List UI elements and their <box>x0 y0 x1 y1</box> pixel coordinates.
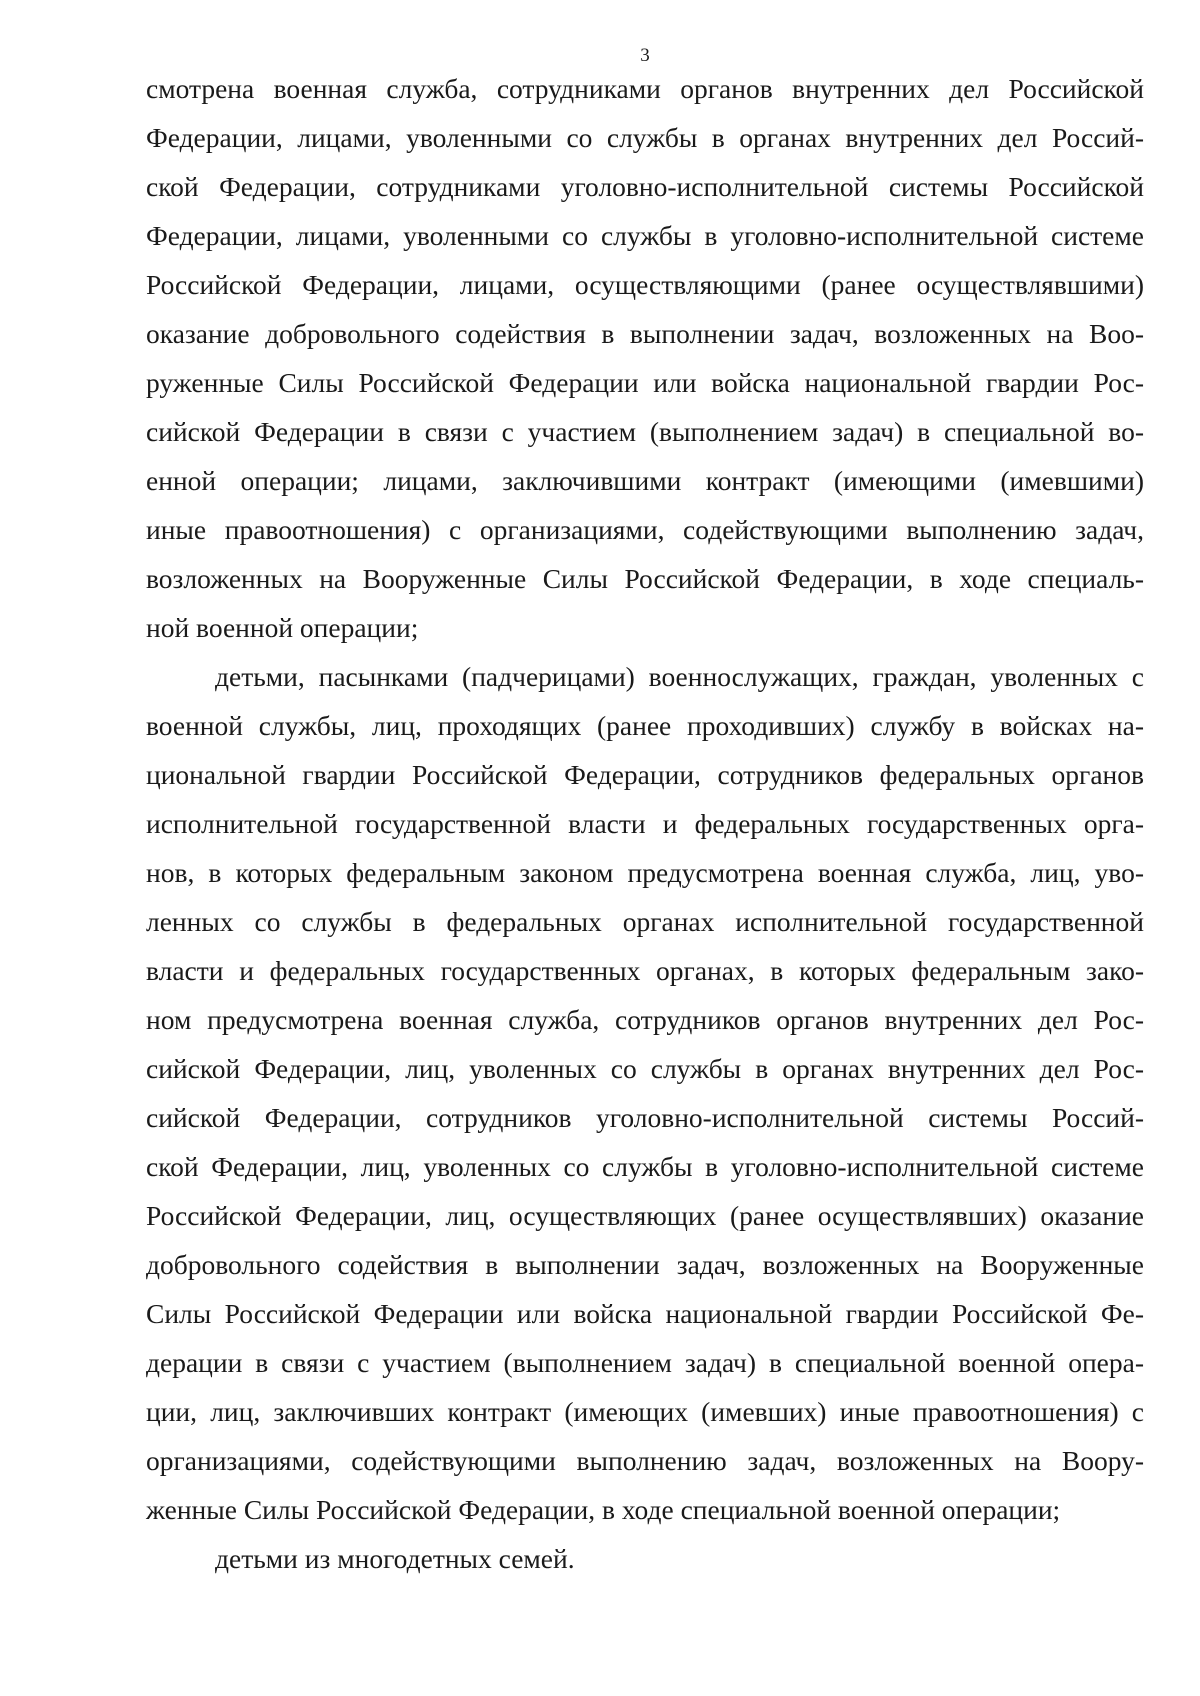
text-line: детьми из многодетных семей. <box>215 1543 575 1574</box>
text-line: смотрена военная служба, сотрудниками органов внутренних дел Российской <box>146 73 1144 104</box>
text-line: Федерации, лицами, уволенными со службы в органах внутренних дел Россий- <box>146 122 1144 153</box>
text-line: Силы Российской Федерации или войска национальной гвардии Российской Фе- <box>146 1298 1144 1329</box>
text-line: женные Силы Российской Федерации, в ходе специальной военной операции; <box>146 1494 1061 1525</box>
text-line: военной службы, лиц, проходящих (ранее проходивших) службу в войсках на- <box>146 710 1144 741</box>
text-line: ской Федерации, лиц, уволенных со службы в уголовно-исполнительной системе <box>146 1151 1144 1182</box>
text-line: исполнительной государственной власти и федеральных государственных орга- <box>146 808 1144 839</box>
text-line: Российской Федерации, лиц, осуществляющих (ранее осуществлявших) оказание <box>146 1200 1144 1231</box>
paragraph <box>146 1534 1144 1583</box>
text-line: Российской Федерации, лицами, осуществляющими (ранее осуществлявшими) <box>146 269 1144 300</box>
text-line: ном предусмотрена военная служба, сотрудников органов внутренних дел Рос- <box>146 1004 1144 1035</box>
text-line: ленных со службы в федеральных органах исполнительной государственной <box>146 906 1144 937</box>
text-line: нов, в которых федеральным законом предусмотрена военная служба, лиц, уво- <box>146 857 1144 888</box>
text-line: ской Федерации, сотрудниками уголовно-исполнительной системы Российской <box>146 171 1144 202</box>
text-line: иные правоотношения) с организациями, содействующими выполнению задач, <box>146 514 1144 545</box>
text-line: оказание добровольного содействия в выполнении задач, возложенных на Воо- <box>146 318 1144 349</box>
text-line: добровольного содействия в выполнении задач, возложенных на Вооруженные <box>146 1249 1144 1280</box>
text-line: власти и федеральных государственных органах, в которых федеральным зако- <box>146 955 1144 986</box>
text-line: ции, лиц, заключивших контракт (имеющих (имевших) иные правоотношения) с <box>146 1396 1144 1427</box>
text-line: сийской Федерации, лиц, уволенных со службы в органах внутренних дел Рос- <box>146 1053 1144 1084</box>
page-number: 3 <box>640 45 650 66</box>
text-line: руженные Силы Российской Федерации или войска национальной гвардии Рос- <box>146 367 1144 398</box>
text-line: циональной гвардии Российской Федерации, сотрудников федеральных органов <box>146 759 1144 790</box>
text-line: организациями, содействующими выполнению задач, возложенных на Воору- <box>146 1445 1144 1476</box>
text-line: сийской Федерации в связи с участием (выполнением задач) в специальной во- <box>146 416 1144 447</box>
text-line: енной операции; лицами, заключившими контракт (имеющими (имевшими) <box>146 465 1144 496</box>
document-body <box>146 64 1144 1583</box>
text-line: дерации в связи с участием (выполнением задач) в специальной военной опера- <box>146 1347 1144 1378</box>
text-line: ной военной операции; <box>146 612 419 643</box>
paragraph <box>146 64 1144 652</box>
text-line: возложенных на Вооруженные Силы Российской Федерации, в ходе специаль- <box>146 563 1144 594</box>
paragraph <box>146 652 1144 1534</box>
text-line: сийской Федерации, сотрудников уголовно-исполнительной системы Россий- <box>146 1102 1144 1133</box>
text-line: детьми, пасынками (падчерицами) военнослужащих, граждан, уволенных с <box>215 661 1144 692</box>
text-line: Федерации, лицами, уволенными со службы в уголовно-исполнительной системе <box>146 220 1144 251</box>
